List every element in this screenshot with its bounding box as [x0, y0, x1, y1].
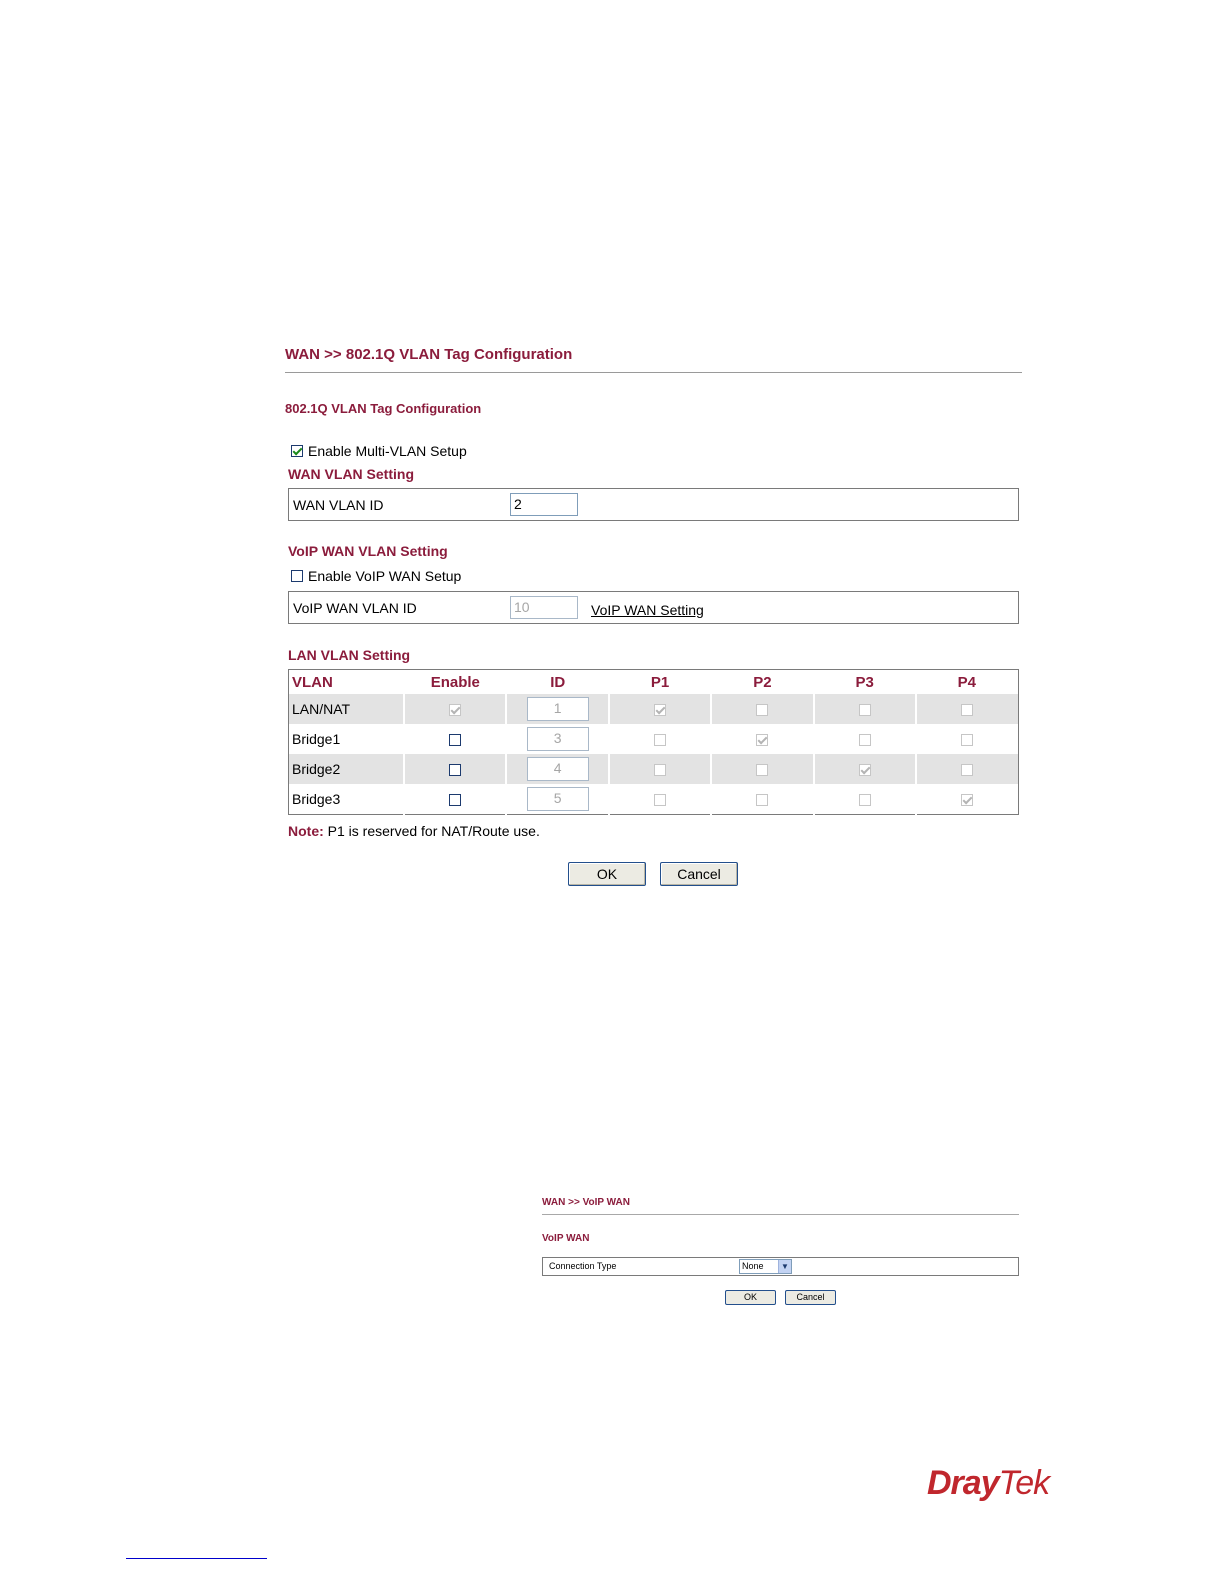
port-cell-p2	[711, 724, 814, 754]
vlan-name-cell: Bridge1	[289, 724, 405, 754]
column-header-enable: Enable	[430, 673, 480, 691]
column-header-p1: P1	[650, 673, 670, 691]
connection-type-select[interactable]	[739, 1259, 792, 1274]
port-p4-checkbox	[961, 734, 973, 746]
voip-wan-vlan-id-input[interactable]: 10	[510, 596, 578, 619]
draytek-logo: DrayTek	[927, 1464, 1050, 1502]
table-header-row	[289, 670, 1019, 695]
port-p4-checkbox	[961, 704, 973, 716]
enable-multi-vlan-row	[291, 443, 467, 459]
vlan-id-input[interactable]: 3	[527, 727, 589, 751]
voip-wan-cancel-button[interactable]: Cancel	[785, 1290, 836, 1305]
page-title: WAN >> 802.1Q VLAN Tag Configuration	[285, 346, 573, 363]
chevron-down-icon[interactable]: ▼	[778, 1260, 791, 1273]
table-row	[289, 754, 1019, 784]
connection-type-value: None	[742, 1261, 764, 1271]
port-p3-checkbox	[859, 704, 871, 716]
vlan-name-cell: Bridge3	[289, 784, 405, 815]
port-p3-checkbox	[859, 764, 871, 776]
port-cell-p2	[711, 784, 814, 815]
vlan-enable-checkbox[interactable]	[449, 794, 461, 806]
connection-type-box	[542, 1257, 1019, 1276]
port-p4-checkbox	[961, 794, 973, 806]
port-cell-p3	[814, 754, 916, 784]
enable-cell	[404, 754, 506, 784]
note	[288, 823, 540, 839]
port-cell-p4	[916, 724, 1019, 754]
wan-vlan-id-input[interactable]: 2	[510, 493, 578, 516]
port-p1-checkbox	[654, 794, 666, 806]
port-cell-p2	[711, 694, 814, 724]
vlan-id-input[interactable]: 4	[527, 757, 589, 781]
footer-link-underline	[126, 1558, 267, 1559]
port-p4-checkbox	[961, 764, 973, 776]
port-cell-p4	[916, 694, 1019, 724]
port-cell-p4	[916, 754, 1019, 784]
vlan-enable-checkbox	[449, 704, 461, 716]
column-header-p4: P4	[957, 673, 976, 691]
wan-vlan-id-label: WAN VLAN ID	[293, 497, 384, 513]
table-row	[289, 784, 1019, 815]
voip-wan-setting-link[interactable]: VoIP WAN Setting	[591, 602, 704, 618]
note-text: P1 is reserved for NAT/Route use.	[323, 823, 540, 839]
id-cell	[506, 724, 609, 754]
id-cell	[506, 754, 609, 784]
port-cell-p1	[609, 754, 711, 784]
id-cell	[506, 694, 609, 724]
enable-voip-wan-label: Enable VoIP WAN Setup	[308, 568, 462, 584]
port-cell-p1	[609, 694, 711, 724]
voip-wan-ok-button[interactable]: OK	[725, 1290, 776, 1305]
enable-multi-vlan-label: Enable Multi-VLAN Setup	[308, 443, 467, 459]
note-label: Note:	[288, 823, 324, 839]
table-row	[289, 694, 1019, 724]
port-cell-p2	[711, 754, 814, 784]
port-cell-p3	[814, 784, 916, 815]
voip-wan-vlan-id-label: VoIP WAN VLAN ID	[293, 600, 417, 616]
voip-wan-vlan-box	[288, 591, 1019, 624]
voip-wan-page-title: WAN >> VoIP WAN	[542, 1197, 630, 1208]
enable-cell	[404, 724, 506, 754]
title-divider	[285, 372, 1022, 373]
port-p1-checkbox	[654, 734, 666, 746]
wan-vlan-box	[288, 488, 1019, 521]
connection-type-label: Connection Type	[549, 1261, 617, 1271]
column-header-p3: P3	[855, 673, 874, 691]
id-cell	[506, 784, 609, 815]
vlan-name-cell: LAN/NAT	[289, 694, 405, 724]
port-cell-p1	[609, 784, 711, 815]
vlan-id-input[interactable]: 5	[527, 787, 589, 811]
column-header-p2: P2	[753, 673, 772, 691]
port-p1-checkbox	[654, 764, 666, 776]
port-cell-p4	[916, 784, 1019, 815]
vlan-id-input[interactable]: 1	[527, 697, 589, 721]
port-cell-p3	[814, 724, 916, 754]
port-cell-p1	[609, 724, 711, 754]
cancel-button[interactable]: Cancel	[660, 862, 738, 886]
section-title: 802.1Q VLAN Tag Configuration	[285, 401, 482, 416]
port-p3-checkbox	[859, 794, 871, 806]
enable-voip-wan-checkbox[interactable]	[291, 570, 303, 582]
port-p2-checkbox	[756, 764, 768, 776]
vlan-enable-checkbox[interactable]	[449, 734, 461, 746]
port-p1-checkbox	[654, 704, 666, 716]
enable-multi-vlan-checkbox[interactable]	[291, 445, 303, 457]
ok-button[interactable]: OK	[568, 862, 646, 886]
column-header-id: ID	[550, 673, 566, 691]
enable-cell	[404, 784, 506, 815]
table-row	[289, 724, 1019, 754]
vlan-enable-checkbox[interactable]	[449, 764, 461, 776]
voip-wan-vlan-heading: VoIP WAN VLAN Setting	[288, 543, 448, 559]
vlan-name-cell: Bridge2	[289, 754, 405, 784]
enable-voip-wan-row	[291, 568, 461, 584]
port-p2-checkbox	[756, 704, 768, 716]
port-p3-checkbox	[859, 734, 871, 746]
voip-wan-title-divider	[542, 1214, 1019, 1215]
lan-vlan-heading: LAN VLAN Setting	[288, 647, 411, 663]
voip-wan-section-title: VoIP WAN	[542, 1233, 590, 1244]
port-p2-checkbox	[756, 734, 768, 746]
port-p2-checkbox	[756, 794, 768, 806]
lan-vlan-table	[288, 669, 1019, 815]
wan-vlan-heading: WAN VLAN Setting	[288, 466, 414, 482]
column-header-vlan: VLAN	[292, 673, 333, 691]
enable-cell	[404, 694, 506, 724]
port-cell-p3	[814, 694, 916, 724]
